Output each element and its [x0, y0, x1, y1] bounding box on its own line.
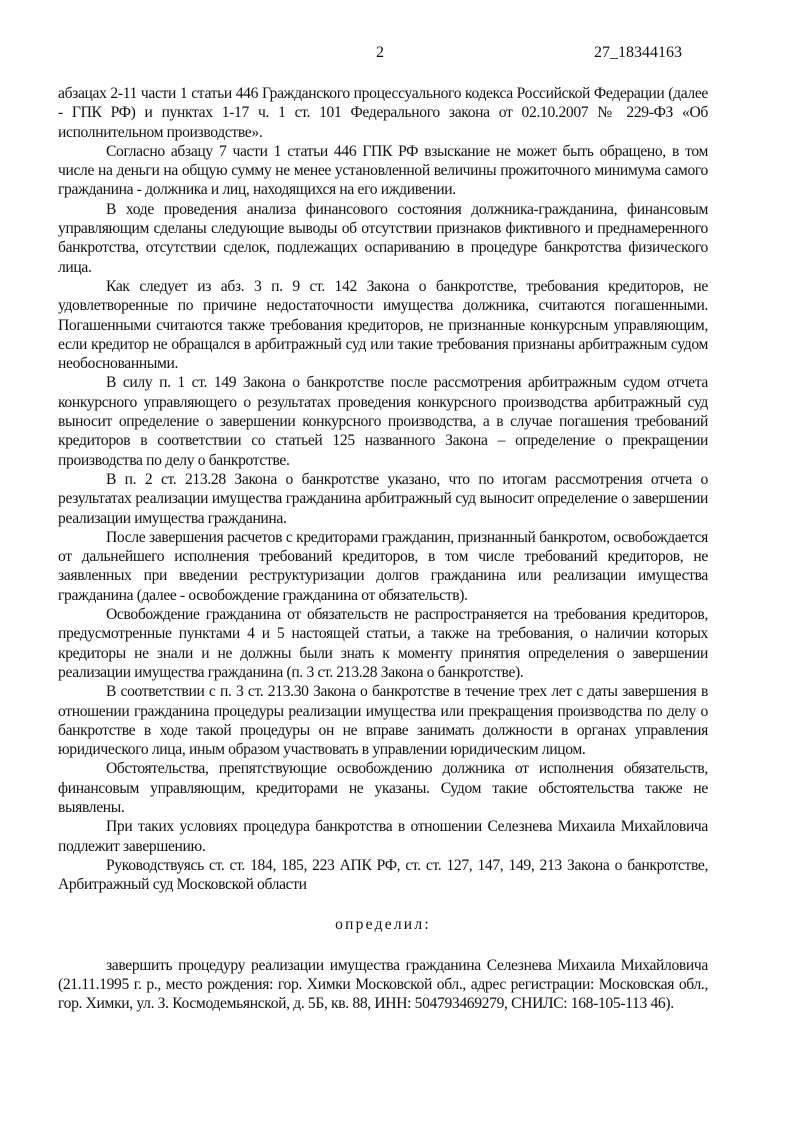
document-body [58, 84, 708, 1014]
page-header [0, 44, 800, 66]
paragraph: После завершения расчетов с кредиторами гражданин, признанный банкротом, освобождается от дальнейшего исполнения требований кредиторов, в том числе требований кредиторов, не заявленных при введении реструктуризации долгов гражданина или реализации имущества гражданина (далее - освобождение гражданина от обязательств). [58, 528, 708, 604]
page-number: 2 [376, 44, 384, 61]
paragraph: Согласно абзацу 7 части 1 статьи 446 ГПК РФ взыскание не может быть обращено, в том числе на деньги на общую сумму не менее установленной величины прожиточного минимума самого гражданина - должника и лиц, находящихся на его иждивении. [58, 142, 708, 199]
paragraph: Как следует из абз. 3 п. 9 ст. 142 Закона о банкротстве, требования кредиторов, не удовлетворенные по причине недостаточности имущества должника, считаются погашенными. Погашенными считаются также требования кредиторов, не признанные конкурсным управляющим, если кредитор не обращался в арбитражный суд или такие требования признаны арбитражным судом необоснованными. [58, 277, 708, 373]
paragraph: Обстоятельства, препятствующие освобождению должника от исполнения обязательств, финансовым управляющим, кредиторами не указаны. Судом такие обстоятельства также не выявлены. [58, 760, 708, 816]
paragraph: В п. 2 ст. 213.28 Закона о банкротстве указано, что по итогам рассмотрения отчета о результатах реализации имущества гражданина арбитражный суд выносит определение о завершении реализации имущества гражданина. [58, 470, 708, 527]
paragraph: В силу п. 1 ст. 149 Закона о банкротстве после рассмотрения арбитражным судом отчета конкурсного управляющего о результатах проведения конкурсного производства арбитражный суд выносит определение о завершении конкурсного производства, а в случае погашения требований кредиторов в соответствии со статьей 125 названного Закона – определение о прекращении производства по делу о банкротстве. [58, 374, 708, 469]
paragraph: Освобождение гражданина от обязательств не распространяется на требования кредиторов, предусмотренные пунктами 4 и 5 настоящей статьи, а также на требования, о наличии которых кредиторы не знали и не должны были знать к моменту принятия определения о завершении реализации имущества гражданина (п. 3 ст. 213.28 Закона о банкротстве). [58, 606, 708, 681]
paragraph-continuation: абзацах 2-11 части 1 статьи 446 Гражданского процессуального кодекса Российской Федерации (далее - ГПК РФ) и пунктах 1-17 ч. 1 ст. 101 Федерального закона от 02.10.2007 № 229-ФЗ «Об исполнительном производстве». [58, 85, 708, 141]
paragraph: В соответствии с п. 3 ст. 213.30 Закона о банкротстве в течение трех лет с даты завершения в отношении гражданина процедуры реализации имущества или прекращения производства по делу о банкротстве в ходе такой процедуры он не вправе занимать должности в органах управления юридического лица, иным образом участвовать в управлении юридическим лицом. [58, 683, 708, 759]
paragraph: При таких условиях процедура банкротства в отношении Селезнева Михаила Михайловича подлежит завершению. [58, 818, 708, 855]
resolution-paragraph: завершить процедуру реализации имущества гражданина Селезнева Михаила Михайловича (21.11.1995 г. р., место рождения: гор. Химки Московской обл., адрес регистрации: Московская обл., гор. Химки, ул. З. Космодемьянской, д. 5Б, кв. 88, ИНН: 504793469279, СНИЛС: 168-105-113 46). [58, 956, 708, 1013]
decision-title: определил: [335, 916, 431, 934]
document-id: 27_18344163 [594, 44, 682, 61]
paragraph: В ходе проведения анализа финансового состояния должника-гражданина, финансовым управляющим сделаны следующие выводы об отсутствии признаков фиктивного и преднамеренного банкротства, отсутствии сделок, подлежащих оспариванию в процедуре банкротства физического лица. [58, 200, 708, 276]
paragraph: Руководствуясь ст. ст. 184, 185, 223 АПК РФ, ст. ст. 127, 147, 149, 213 Закона о банкротстве, Арбитражный суд Московской области [58, 856, 708, 894]
